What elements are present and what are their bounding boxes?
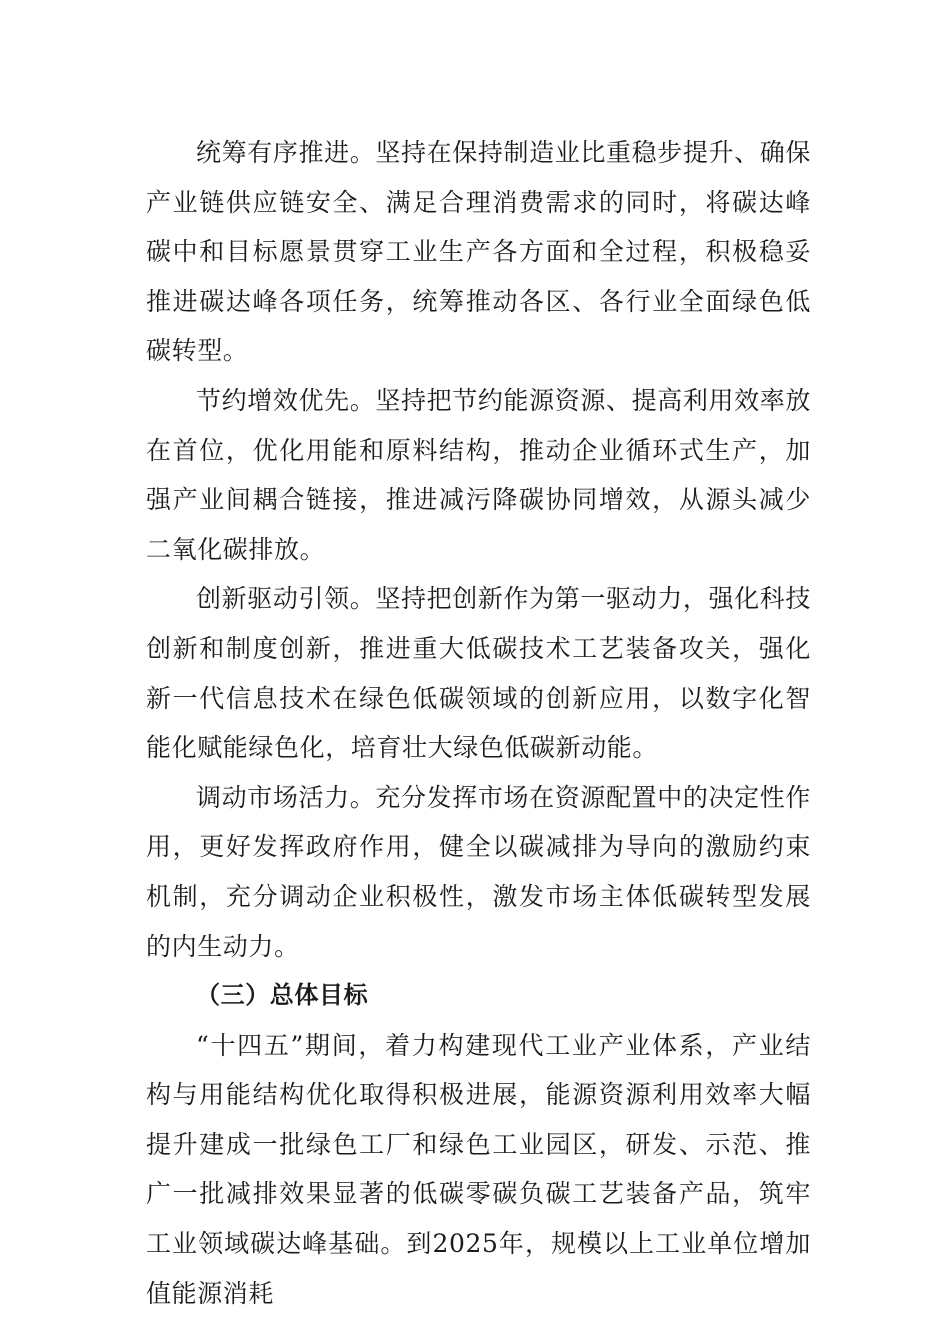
paragraph-coordinated-advance: 统筹有序推进。坚持在保持制造业比重稳步提升、确保产业链供应链安全、满足合理消费需求的同时，将碳达峰碳中和目标愿景贯穿工业生产各方面和全过程，积极稳妥推进碳达峰各项任务，统筹推动各区、各行业全面绿色低碳转型。 bbox=[146, 138, 811, 366]
section-heading-overall-goals: （三）总体目标 bbox=[196, 981, 369, 1010]
paragraph-innovation-driven: 创新驱动引领。坚持把创新作为第一驱动力，强化科技创新和制度创新，推进重大低碳技术工艺装备攻关，强化新一代信息技术在绿色低碳领域的创新应用，以数字化智能化赋能绿色化，培育壮大绿色低碳新动能。 bbox=[146, 584, 811, 763]
paragraph-efficiency-priority: 节约增效优先。坚持把节约能源资源、提高利用效率放在首位，优化用能和原料结构，推动企业循环式生产，加强产业间耦合链接，推进减污降碳协同增效，从源头减少二氧化碳排放。 bbox=[146, 385, 811, 564]
document-body bbox=[146, 128, 811, 1318]
paragraph-market-vitality: 调动市场活力。充分发挥市场在资源配置中的决定性作用，更好发挥政府作用，健全以碳减排为导向的激励约束机制，充分调动企业积极性，激发市场主体低碳转型发展的内生动力。 bbox=[146, 782, 811, 961]
paragraph-overall-goals: “十四五”期间，着力构建现代工业产业体系，产业结构与用能结构优化取得积极进展，能源资源利用效率大幅提升建成一批绿色工厂和绿色工业园区，研发、示范、推广一批减排效果显著的低碳零碳负碳工艺装备产品，筑牢工业领域碳达峰基础。到2025年，规模以上工业单位增加值能源消耗 bbox=[146, 1030, 811, 1308]
